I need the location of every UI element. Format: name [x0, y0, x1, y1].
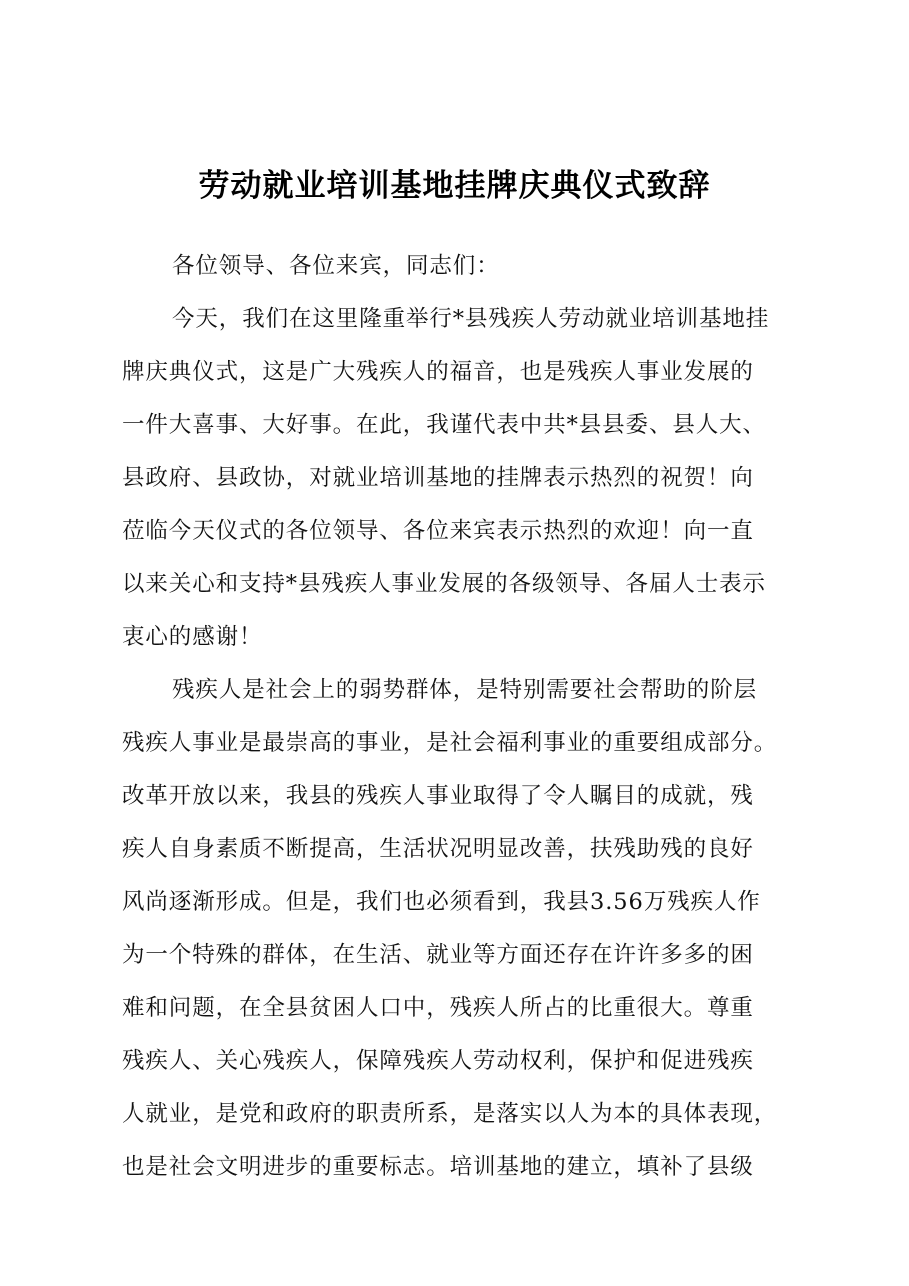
paragraph-2-line-4: 疾人自身素质不断提高，生活状况明显改善，扶残助残的良好 [122, 836, 754, 862]
paragraph-2-line-8: 残疾人、关心残疾人，保障残疾人劳动权利，保护和促进残疾 [122, 1048, 754, 1074]
paragraph-2-line-7: 难和问题，在全县贫困人口中，残疾人所占的比重很大。尊重 [122, 995, 754, 1021]
paragraph-2-line-9: 人就业，是党和政府的职责所系，是落实以人为本的具体表现， [122, 1101, 778, 1127]
paragraph-1-line-7: 衷心的感谢！ [122, 624, 263, 650]
document-body [122, 240, 812, 1194]
paragraph-1-line-1: 今天，我们在这里隆重举行*县残疾人劳动就业培训基地挂 [172, 306, 770, 332]
paragraph-2-line-10: 也是社会文明进步的重要标志。培训基地的建立，填补了县级 [122, 1154, 754, 1180]
paragraph-1-line-5: 莅临今天仪式的各位领导、各位来宾表示热烈的欢迎！向一直 [122, 518, 754, 544]
paragraph-2-line-1: 残疾人是社会上的弱势群体，是特别需要社会帮助的阶层 [172, 677, 758, 703]
paragraph-2-line-6: 为一个特殊的群体，在生活、就业等方面还存在许许多多的困 [122, 942, 754, 968]
paragraph-2-line-3: 改革开放以来，我县的残疾人事业取得了令人瞩目的成就，残 [122, 783, 754, 809]
paragraph-1-line-3: 一件大喜事、大好事。在此，我谨代表中共*县县委、县人大、 [122, 412, 766, 438]
paragraph-1-line-4: 县政府、县政协，对就业培训基地的挂牌表示热烈的祝贺！向 [122, 465, 754, 491]
document-title: 劳动就业培训基地挂牌庆典仪式致辞 [198, 168, 711, 204]
salutation-line: 各位领导、各位来宾，同志们： [172, 253, 500, 279]
paragraph-1-line-2: 牌庆典仪式，这是广大残疾人的福音，也是残疾人事业发展的 [122, 359, 754, 385]
paragraph-2-line-5: 风尚逐渐形成。但是，我们也必须看到，我县3.56万残疾人作 [122, 889, 761, 915]
paragraph-1-line-6: 以来关心和支持*县残疾人事业发展的各级领导、各届人士表示 [122, 571, 766, 597]
paragraph-2-line-2: 残疾人事业是最崇高的事业，是社会福利事业的重要组成部分。 [122, 730, 778, 756]
